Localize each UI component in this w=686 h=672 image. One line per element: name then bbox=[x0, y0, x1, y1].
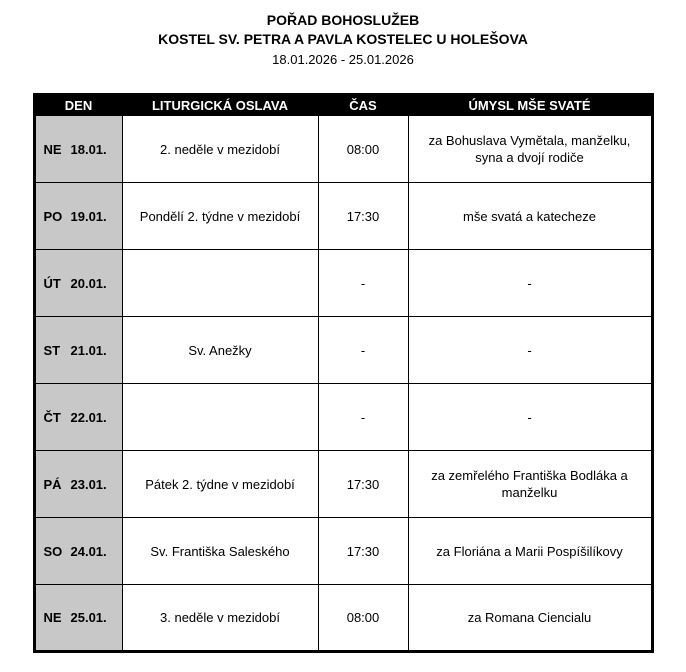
table-row bbox=[34, 116, 652, 183]
table-row bbox=[34, 585, 652, 652]
document-header bbox=[0, 0, 686, 69]
intention-cell: za Bohuslava Vymětala, manželku, syna a dvojí rodiče bbox=[408, 116, 652, 183]
intention-cell: za zemřelého Františka Bodláka a manželku bbox=[408, 451, 652, 518]
table-row bbox=[34, 250, 652, 317]
celebration-cell bbox=[122, 250, 318, 317]
day-date: 18.01. bbox=[70, 141, 107, 157]
day-date: 24.01. bbox=[70, 543, 107, 559]
intention-cell: - bbox=[408, 317, 652, 384]
day-date: 19.01. bbox=[70, 208, 107, 224]
column-header-celebration: LITURGICKÁ OSLAVA bbox=[122, 95, 318, 116]
day-abbr: PÁ bbox=[43, 476, 62, 492]
intention-cell: - bbox=[408, 250, 652, 317]
day-abbr: PO bbox=[43, 208, 63, 224]
day-cell bbox=[34, 585, 122, 652]
day-cell bbox=[34, 518, 122, 585]
celebration-cell: 3. neděle v mezidobí bbox=[122, 585, 318, 652]
celebration-cell: Sv. Anežky bbox=[122, 317, 318, 384]
celebration-cell: 2. neděle v mezidobí bbox=[122, 116, 318, 183]
time-cell: 17:30 bbox=[318, 451, 408, 518]
day-cell bbox=[34, 384, 122, 451]
intention-cell: za Romana Ciencialu bbox=[408, 585, 652, 652]
date-range: 18.01.2026 - 25.01.2026 bbox=[272, 52, 414, 67]
column-header-intention: ÚMYSL MŠE SVATÉ bbox=[408, 95, 652, 116]
day-cell bbox=[34, 451, 122, 518]
day-abbr: SO bbox=[43, 543, 63, 559]
table-row bbox=[34, 384, 652, 451]
time-cell: - bbox=[318, 384, 408, 451]
celebration-cell: Pondělí 2. týdne v mezidobí bbox=[122, 183, 318, 250]
day-cell bbox=[34, 317, 122, 384]
table-row bbox=[34, 451, 652, 518]
day-date: 23.01. bbox=[70, 476, 107, 492]
time-cell: - bbox=[318, 317, 408, 384]
time-cell: 08:00 bbox=[318, 116, 408, 183]
page-subtitle: KOSTEL SV. PETRA A PAVLA KOSTELEC U HOLEŠOVA bbox=[158, 31, 528, 47]
table-row bbox=[34, 518, 652, 585]
day-cell bbox=[34, 116, 122, 183]
column-header-day: DEN bbox=[34, 95, 122, 116]
day-abbr: NE bbox=[43, 610, 62, 625]
intention-cell: - bbox=[408, 384, 652, 451]
day-date: 22.01. bbox=[70, 409, 107, 425]
column-header-time: ČAS bbox=[318, 95, 408, 116]
celebration-cell: Sv. Františka Saleského bbox=[122, 518, 318, 585]
table-row bbox=[34, 183, 652, 250]
schedule-table bbox=[33, 93, 654, 653]
table-row bbox=[34, 317, 652, 384]
page-title: POŘAD BOHOSLUŽEB bbox=[266, 12, 420, 28]
day-abbr: NE bbox=[43, 141, 62, 157]
time-cell: 17:30 bbox=[318, 518, 408, 585]
intention-cell: mše svatá a katecheze bbox=[408, 183, 652, 250]
day-date: 21.01. bbox=[70, 342, 107, 358]
celebration-cell bbox=[122, 384, 318, 451]
celebration-cell: Pátek 2. týdne v mezidobí bbox=[122, 451, 318, 518]
day-abbr: ST bbox=[43, 342, 61, 358]
day-abbr: ČT bbox=[43, 409, 61, 425]
table-header-row bbox=[34, 95, 652, 116]
day-date: 20.01. bbox=[70, 275, 107, 291]
day-cell bbox=[34, 183, 122, 250]
time-cell: 17:30 bbox=[318, 183, 408, 250]
day-date: 25.01. bbox=[70, 610, 107, 625]
intention-cell: za Floriána a Marii Pospíšilíkovy bbox=[408, 518, 652, 585]
day-cell bbox=[34, 250, 122, 317]
time-cell: 08:00 bbox=[318, 585, 408, 652]
day-abbr: ÚT bbox=[43, 275, 61, 291]
time-cell: - bbox=[318, 250, 408, 317]
